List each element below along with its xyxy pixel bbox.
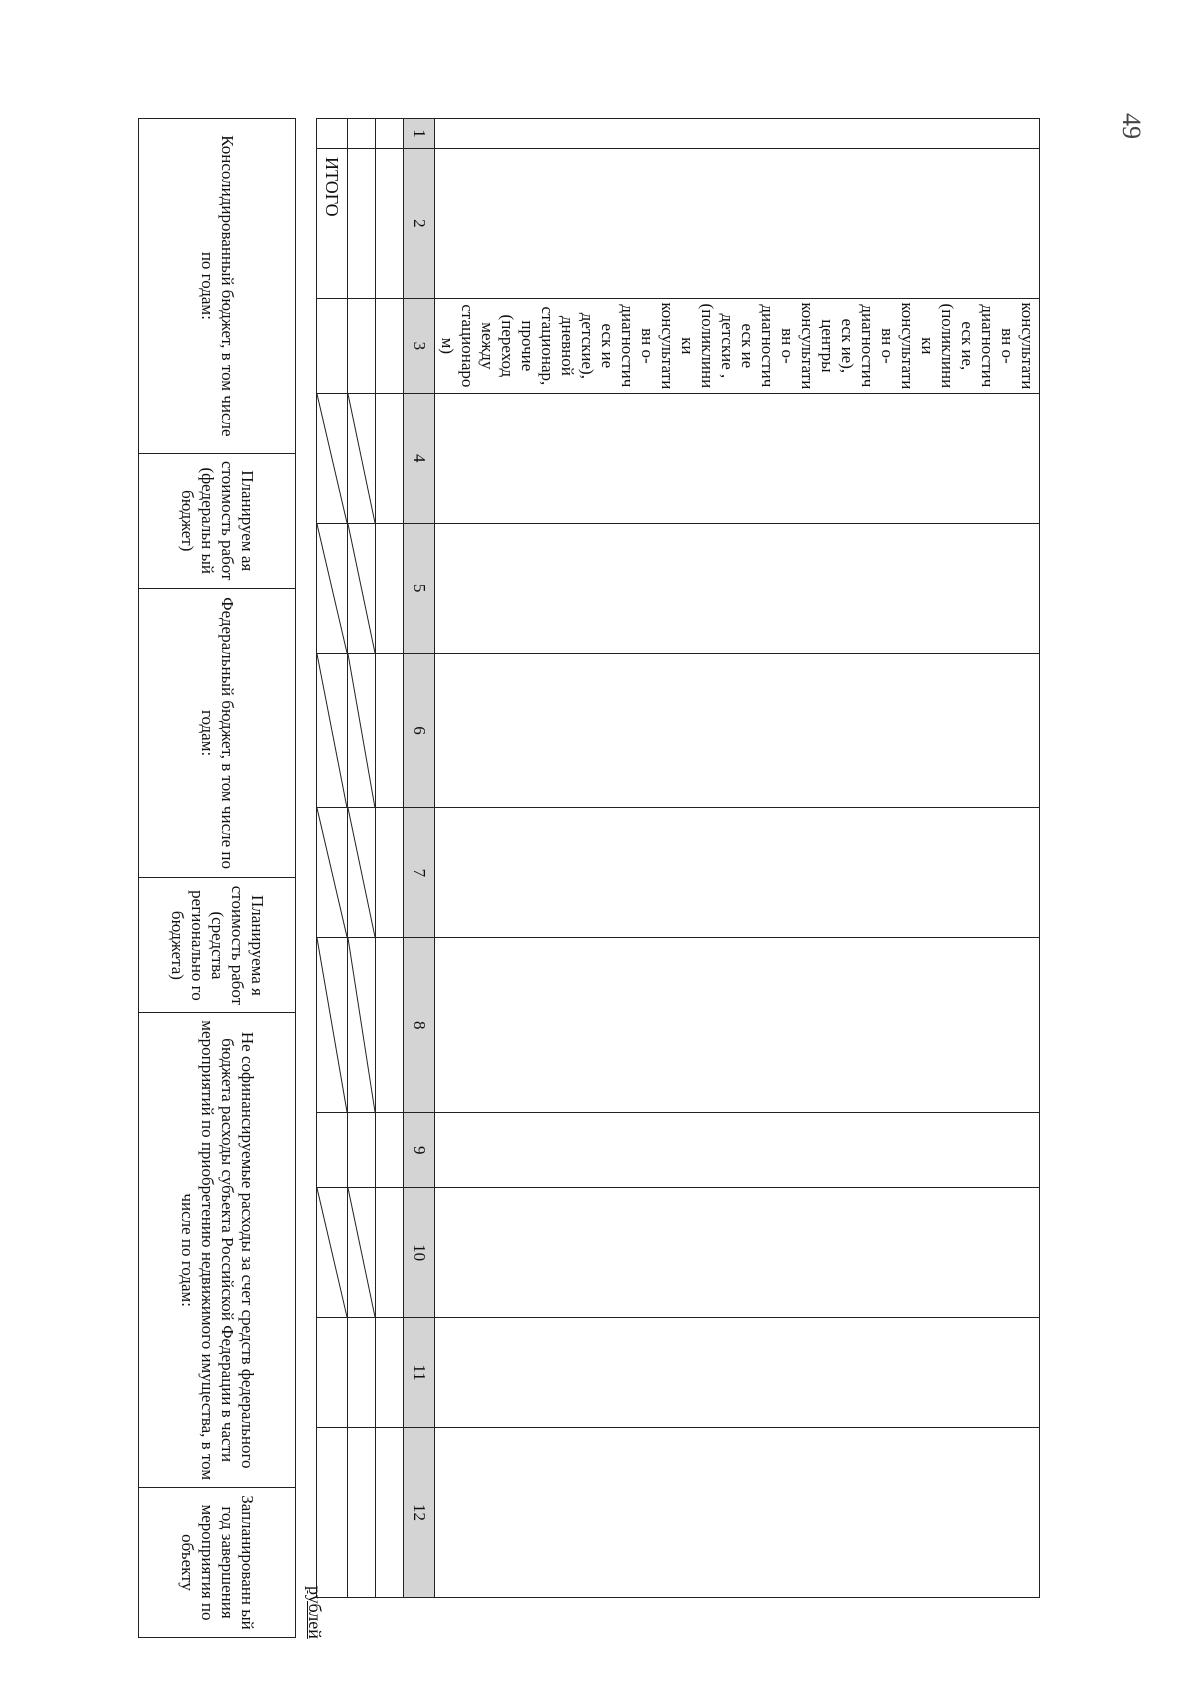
diagonal-strike xyxy=(348,938,375,1112)
table-cell xyxy=(435,119,1040,149)
table-cell xyxy=(317,1113,348,1188)
table-cell xyxy=(435,1113,1040,1188)
table-cell xyxy=(376,1113,404,1188)
crossed-out-cell xyxy=(348,938,376,1113)
header-cell-completion-year: Запланированн ый год завершения мероприятия по объекту xyxy=(139,1487,296,1637)
crossed-out-cell xyxy=(348,393,376,523)
column-number: 11 xyxy=(404,1318,435,1428)
category-text: консультативн о- диагностическ ие, (поликлиники консультативн о- диагностическ ие), центры консультативн о- диагностическ ие детские , (поликлиники консультативн о- диагностическ ие детские), дневной стационар, прочие (переход между стационаром) xyxy=(438,302,1037,390)
upper-table xyxy=(316,118,1040,1598)
table-cell xyxy=(435,1188,1040,1318)
table-cell xyxy=(348,119,376,149)
table-cell xyxy=(348,298,376,393)
table-cell xyxy=(348,1318,376,1428)
table-cell xyxy=(317,119,348,149)
table-cell xyxy=(348,1428,376,1598)
crossed-out-cell xyxy=(317,808,348,938)
table-cell xyxy=(317,1318,348,1428)
header-cell-non-cofinanced: Не софинансируемые расходы за счет средств федерального бюджета расходы субъекта Российской Федерации в части мероприятий по приобретению недвижимого имущества, в том числе по годам: xyxy=(139,1013,296,1488)
crossed-out-cell xyxy=(348,523,376,653)
table-cell xyxy=(376,148,404,298)
diagonal-strike xyxy=(317,654,347,808)
table-row xyxy=(376,119,404,1598)
column-number-row xyxy=(404,119,435,1598)
column-number: 8 xyxy=(404,938,435,1113)
crossed-out-cell xyxy=(317,653,348,808)
unit-label: рублей xyxy=(305,1586,325,1639)
diagonal-strike xyxy=(317,938,347,1112)
table-cell xyxy=(376,119,404,149)
table-cell xyxy=(376,1318,404,1428)
table-cell xyxy=(317,1428,348,1598)
diagonal-strike xyxy=(348,1188,375,1317)
table-cell xyxy=(435,808,1040,938)
header-cell-federal-budget: Федеральный бюджет, в том числе по годам: xyxy=(139,588,296,878)
column-number: 9 xyxy=(404,1113,435,1188)
crossed-out-cell xyxy=(317,1188,348,1318)
column-number: 3 xyxy=(404,298,435,393)
crossed-out-cell xyxy=(317,938,348,1113)
crossed-out-cell xyxy=(348,1188,376,1318)
sheet-content xyxy=(140,118,1040,1638)
crossed-out-cell xyxy=(317,523,348,653)
column-number: 12 xyxy=(404,1428,435,1598)
table-cell xyxy=(376,523,404,653)
crossed-out-cell xyxy=(348,653,376,808)
table-cell xyxy=(435,653,1040,808)
column-number: 7 xyxy=(404,808,435,938)
rotated-sheet xyxy=(140,118,1040,1638)
diagonal-strike xyxy=(348,524,375,653)
table-cell xyxy=(348,148,376,298)
table-cell xyxy=(435,523,1040,653)
table-cell xyxy=(435,1428,1040,1598)
column-number: 10 xyxy=(404,1188,435,1318)
table-cell xyxy=(376,653,404,808)
total-label: ИТОГО xyxy=(317,148,348,298)
header-cell-planned-cost-federal: Планируем ая стоимость работ (федеральн ый бюджет) xyxy=(139,453,296,588)
column-number: 5 xyxy=(404,523,435,653)
diagonal-strike xyxy=(348,654,375,808)
column-number: 4 xyxy=(404,393,435,523)
column-number: 2 xyxy=(404,148,435,298)
crossed-out-cell xyxy=(317,393,348,523)
table-cell xyxy=(435,148,1040,298)
table-cell xyxy=(376,1188,404,1318)
table-cell xyxy=(376,938,404,1113)
table-cell xyxy=(348,1113,376,1188)
table-row xyxy=(348,119,376,1598)
lower-table xyxy=(138,118,296,1638)
diagonal-strike xyxy=(317,394,347,523)
crossed-out-cell xyxy=(348,808,376,938)
diagonal-strike xyxy=(317,808,347,937)
diagonal-strike xyxy=(348,808,375,937)
header-row xyxy=(139,119,296,1638)
total-row xyxy=(317,119,348,1598)
column-number: 1 xyxy=(404,119,435,149)
table-cell xyxy=(376,298,404,393)
table-cell xyxy=(376,1428,404,1598)
diagonal-strike xyxy=(317,524,347,653)
diagonal-strike xyxy=(348,394,375,523)
table-cell xyxy=(317,298,348,393)
page-number: 49 xyxy=(1117,113,1146,139)
table-cell xyxy=(435,393,1040,523)
header-cell-consolidated-budget: Консолидированный бюджет, в том числе по годам: xyxy=(139,119,296,454)
category-cell xyxy=(435,298,1040,393)
header-cell-planned-cost-regional: Планируема я стоимость работ (средства регионально го бюджета) xyxy=(139,878,296,1013)
column-number: 6 xyxy=(404,653,435,808)
table-cell xyxy=(435,1318,1040,1428)
table-cell xyxy=(435,938,1040,1113)
diagonal-strike xyxy=(317,1188,347,1317)
table-row xyxy=(435,119,1040,1598)
table-cell xyxy=(376,393,404,523)
table-cell xyxy=(376,808,404,938)
